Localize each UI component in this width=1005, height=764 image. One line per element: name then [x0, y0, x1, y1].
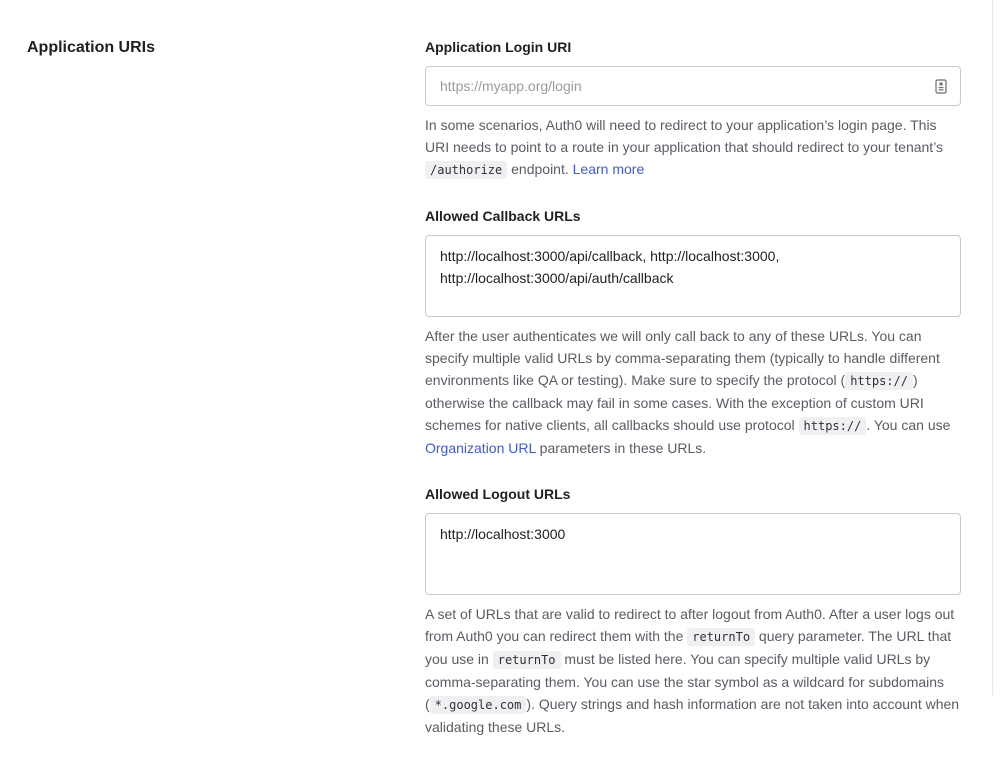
- application-uris-form: [425, 38, 961, 764]
- help-text: endpoint.: [507, 161, 573, 177]
- contact-card-icon[interactable]: [935, 79, 947, 94]
- help-text: query parameter. The URL that you use in: [425, 628, 952, 667]
- help-text: parameters in these URLs.: [535, 440, 707, 456]
- section-title: Application URIs: [27, 39, 156, 56]
- help-text: A set of URLs that are valid to redirect to after logout from Auth0. After a user logs out from Auth0 you can redirect them with the: [425, 606, 955, 644]
- returnto-code: returnTo: [493, 651, 561, 669]
- wildcard-code: *.google.com: [430, 696, 527, 714]
- https-code: https://: [845, 372, 913, 390]
- logout-urls-field: [425, 485, 961, 738]
- callback-urls-textarea[interactable]: [425, 235, 961, 317]
- help-text: must be listed here. You can specify multiple valid URLs by comma-separating them. You can use the star symbol as a wildcard for subdomains (: [425, 651, 945, 712]
- login-uri-field: [425, 38, 961, 181]
- login-uri-help: [425, 114, 961, 181]
- https-code: https://: [799, 417, 867, 435]
- returnto-code: returnTo: [687, 628, 755, 646]
- login-uri-label: Application Login URI: [425, 39, 572, 55]
- organization-url-link[interactable]: Organization URL: [425, 440, 536, 456]
- logout-urls-label: Allowed Logout URLs: [425, 486, 571, 502]
- callback-urls-field: [425, 207, 961, 459]
- logout-urls-help: [425, 603, 961, 738]
- help-text: . You can use: [866, 417, 951, 433]
- logout-urls-textarea[interactable]: [425, 513, 961, 595]
- callback-urls-help: [425, 325, 961, 459]
- content-right-border: [992, 0, 993, 695]
- learn-more-link[interactable]: Learn more: [572, 161, 645, 177]
- help-text: After the user authenticates we will only call back to any of these URLs. You can specify multiple valid URLs by comma-separating them (typically to handle different environments like QA or testing). Make sure to specify the protocol (: [425, 328, 940, 388]
- callback-urls-label: Allowed Callback URLs: [425, 208, 581, 224]
- help-text: In some scenarios, Auth0 will need to redirect to your application’s login page. This URI needs to point to a route in your application that should redirect to your tenant’s: [425, 117, 944, 155]
- login-uri-input[interactable]: [426, 67, 960, 105]
- help-text: ) otherwise the callback may fail in some cases. With the exception of custom URI schemes for native clients, all callbacks should use protocol: [425, 372, 924, 433]
- help-text: ). Query strings and hash information are not taken into account when validating these URLs.: [425, 696, 960, 735]
- login-uri-input-wrapper[interactable]: [425, 66, 961, 106]
- authorize-code: /authorize: [425, 161, 507, 179]
